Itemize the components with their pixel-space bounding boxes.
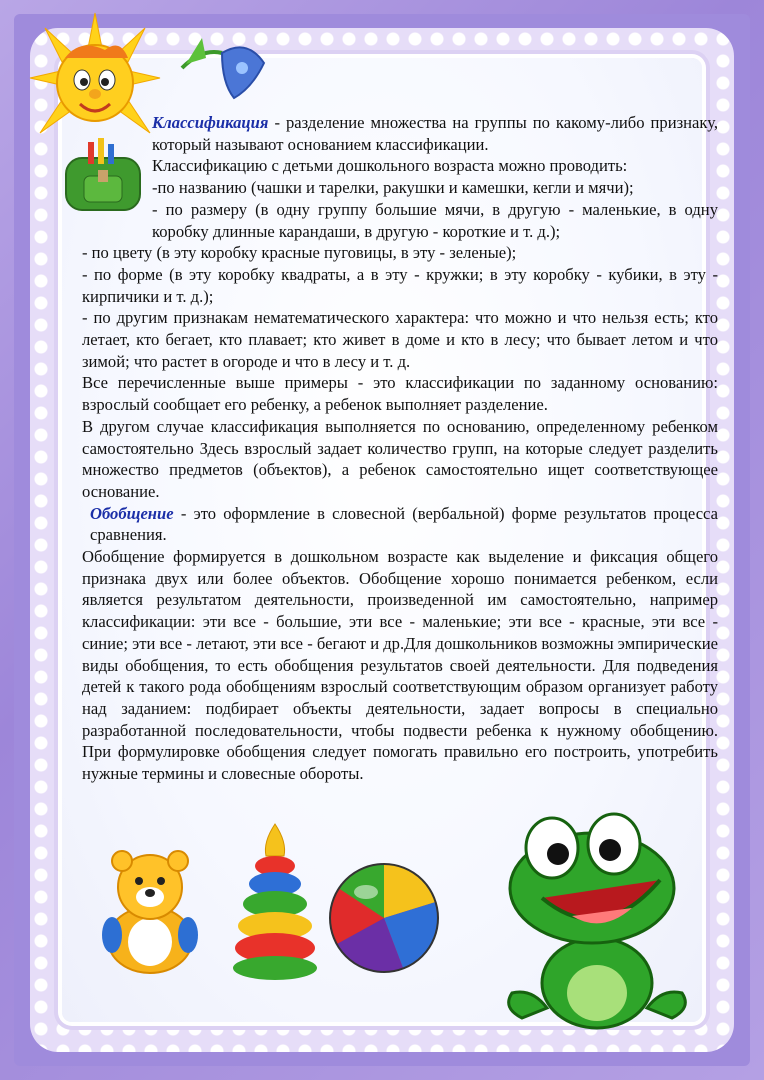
paragraph-classification-definition: Классификация - разделение множества на группы по какому-либо признаку, который называют основанием классификации.: [152, 113, 718, 154]
list-item-by-color: - по цвету (в эту коробку красные пуговицы, в эту - зеленые);: [82, 243, 517, 263]
list-item-by-size: - по размеру (в одну группу большие мячи, в другую - маленькие, в одну коробку длинные карандаши, в другую - короткие и т. д.);: [152, 199, 718, 241]
roly-poly-bear-icon: [98, 845, 202, 975]
paragraph-own-basis: В другом случае классификация выполняется по основанию, определенному ребенком самостоятельно Здесь взрослый задает количество групп, на которые следует разделить множество предметов (объектов), а ребенок самостоятельно ищет соответствующее основание.: [82, 416, 718, 501]
paragraph-intro: Классификацию с детьми дошкольного возраста можно проводить:: [152, 156, 628, 176]
list-item-by-shape: - по форме (в эту коробку квадраты, а в эту - кружки; в эту коробку - кубики, в эту - кирпичики и т. д.);: [82, 264, 718, 306]
list-item-by-name: -по названию (чашки и тарелки, ракушки и камешки, кегли и мячи);: [152, 178, 634, 198]
term-classification: Классификация: [152, 113, 269, 132]
list-item-other: - по другим признакам нематематического характера: что можно и что нельзя есть; кто летает, кто бегает, кто плавает; кто живет в доме и кто в лесу; что бывает летом и что зимой; что растет в огороде и что в лесу и т. д.: [82, 308, 718, 371]
paragraph-generalization-definition: Обобщение - это оформление в словесной (вербальной) форме результатов процесса сравнения.: [90, 503, 718, 545]
paragraph-given-basis: Все перечисленные выше примеры - это классификации по заданному основанию: взрослый сообщает его ребенку, а ребенок выполняет разделение.: [82, 373, 718, 415]
paragraph-generalization-body: Обобщение формируется в дошкольном возрасте как выделение и фиксация общего признака двух или более объектов. Обобщение хорошо понимается ребенком, если является результатом деятельности, произведенной им самостоятельно, например классификации: эти все - большие, эти все - маленькие; эти все - красные, эти все - синие; эти все - летают, эти все - бегают и др.Для дошкольников возможны эмпирические виды обобщения, то есть обобщения результатов своей деятельности. Для подведения детей к такого рода обобщениям взрослый соответствующим образом организует работу над заданием: подбирает объекты деятельности, задает вопросы в специально разработанной последовательности, чтобы подвести ребенка к нужному обобщению. При формулировке обобщения следует помогать правильно его построить, употребить нужные термины и словесные обороты.: [82, 547, 718, 784]
ring-pyramid-toy-icon: [232, 822, 318, 982]
frog-icon: [492, 808, 702, 1038]
article-text: [82, 112, 718, 785]
bluebell-flower-icon: [172, 28, 272, 108]
term-generalization: Обобщение: [90, 503, 174, 523]
beach-ball-icon: [326, 860, 442, 976]
